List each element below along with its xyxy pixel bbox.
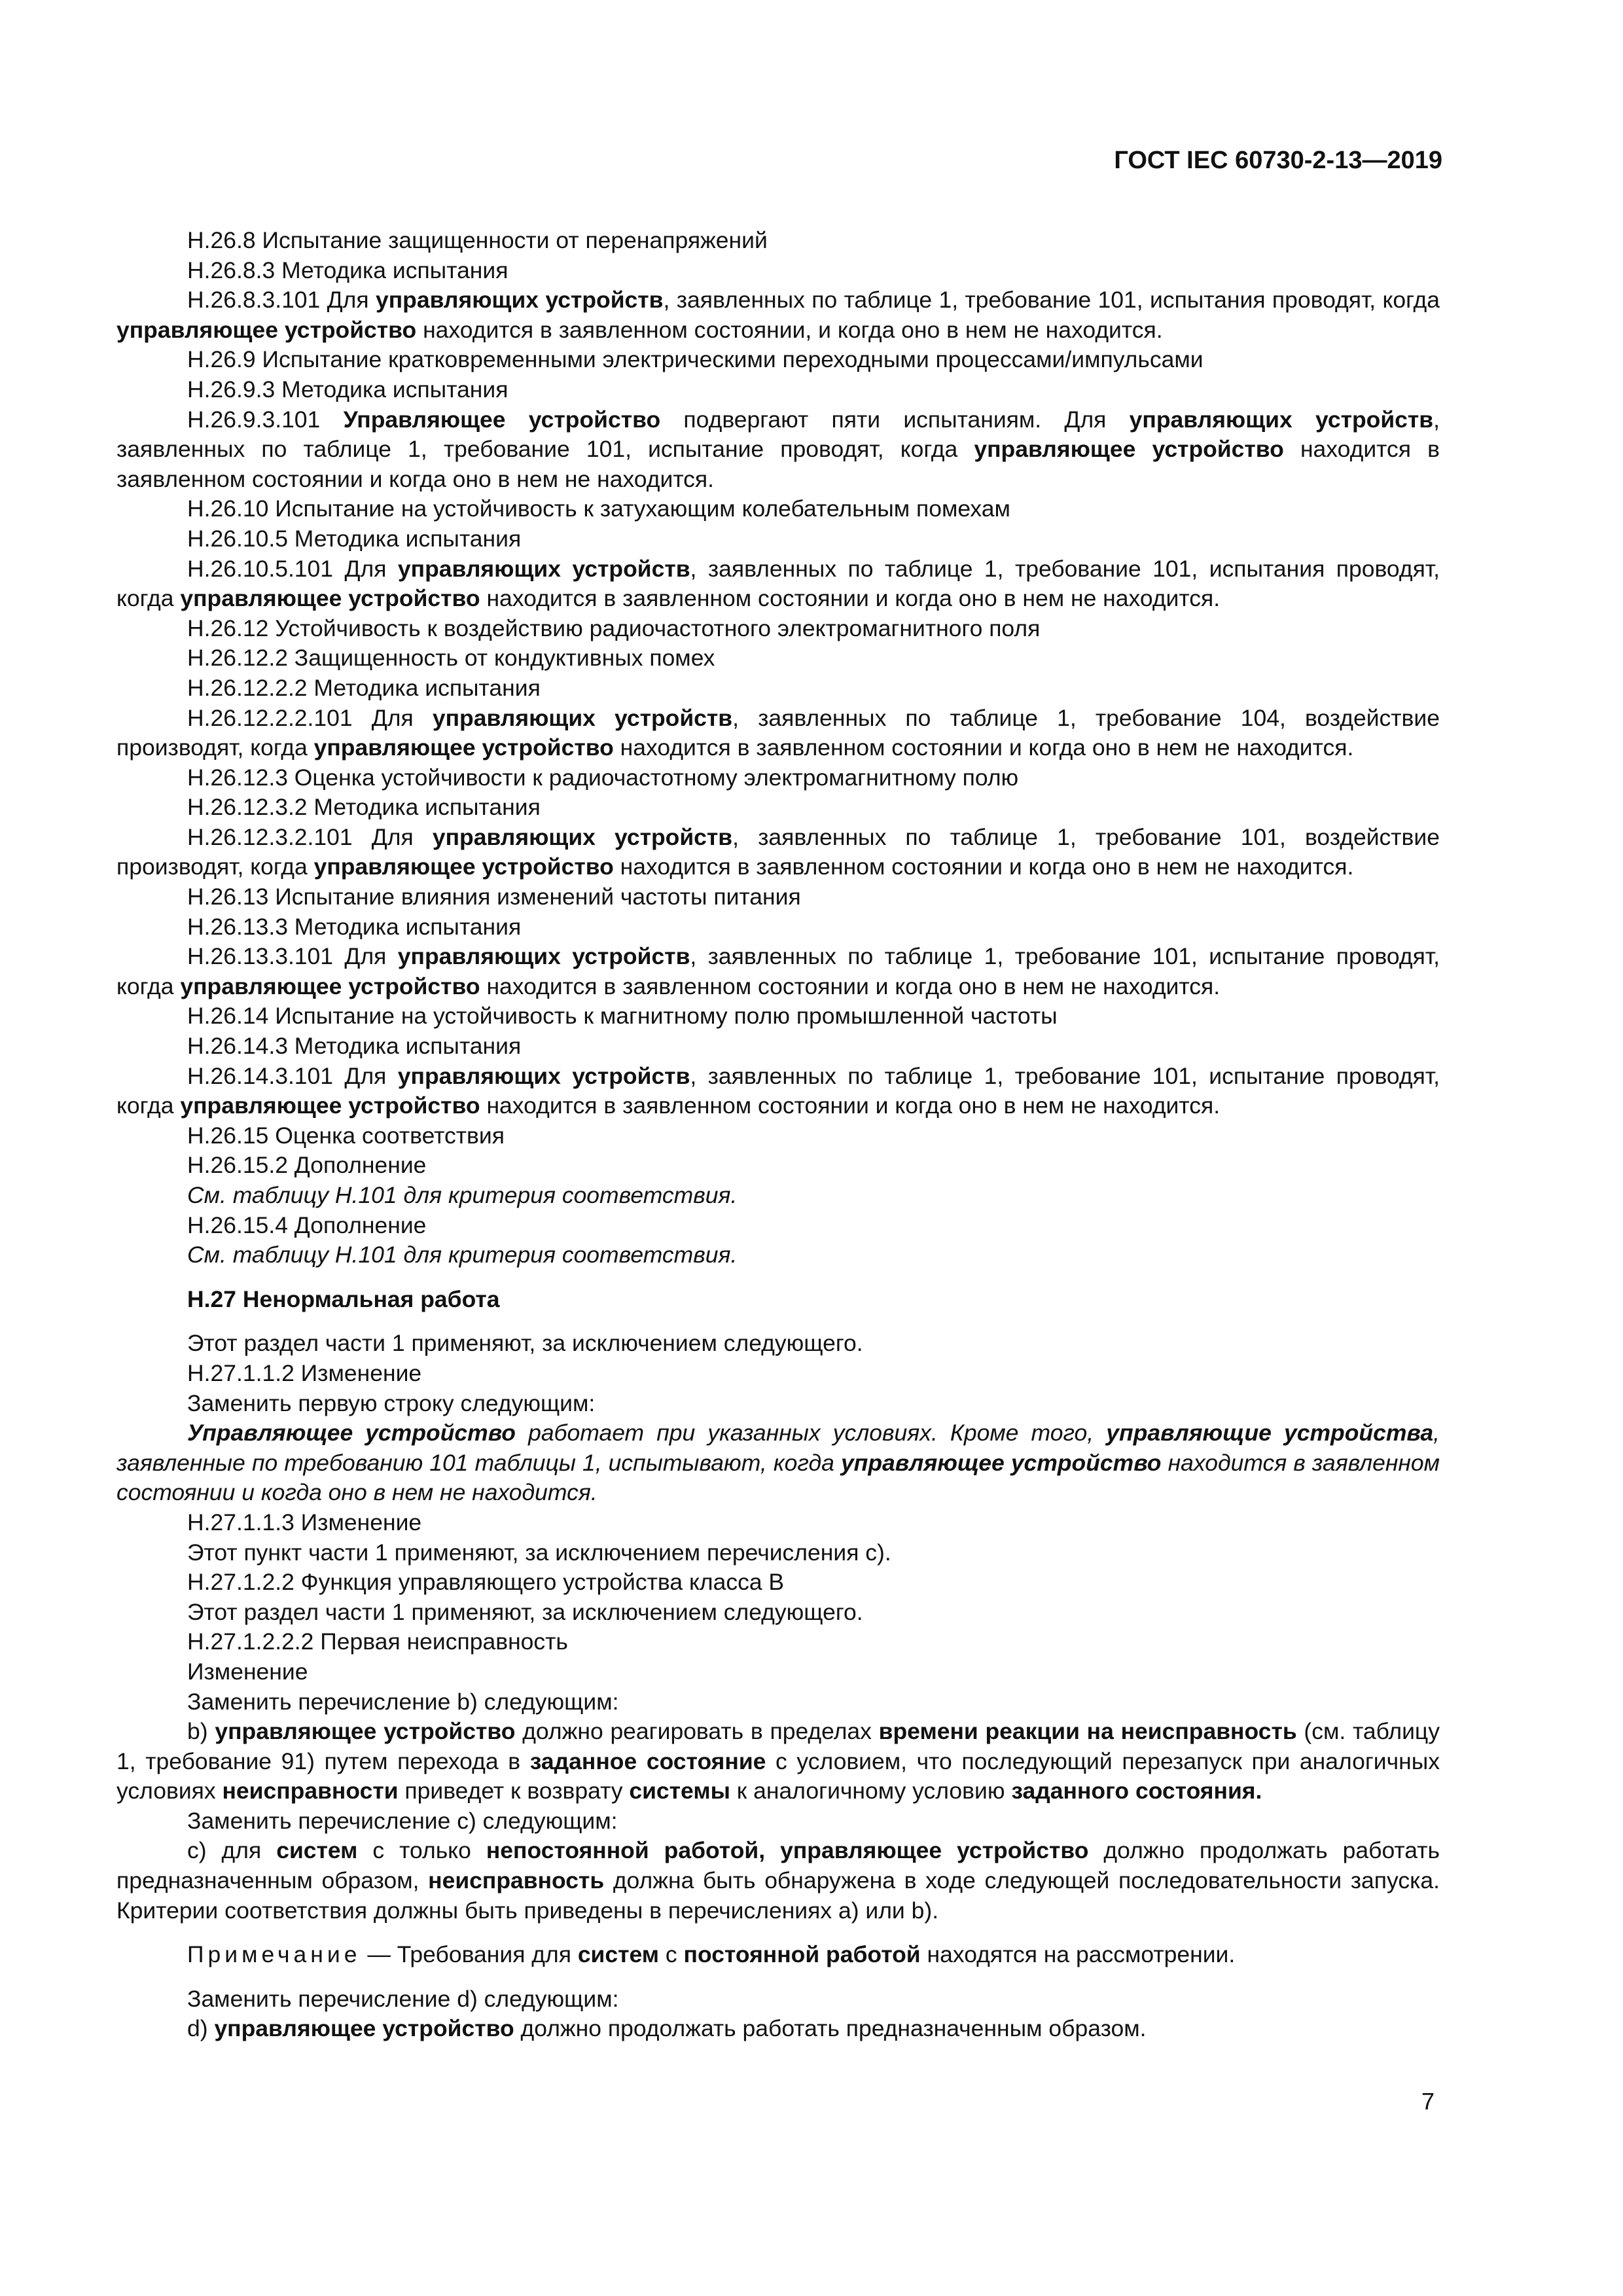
document-body: [116, 226, 1440, 2044]
paragraph: H.26.13.3.101 Для управляющих устройств, заявленных по таблице 1, требование 101, испытание проводят, когда управляющее устройство находится в заявленном состоянии и когда оно в нем не находится.: [116, 943, 1440, 999]
paragraph: См. таблицу H.101 для критерия соответствия.: [187, 1242, 738, 1268]
paragraph: Этот пункт части 1 применяют, за исключением перечисления с).: [187, 1539, 891, 1566]
paragraph: d) управляющее устройство должно продолжать работать предназначенным образом.: [187, 2015, 1147, 2042]
page-number: 7: [1421, 2088, 1435, 2115]
paragraph: H.26.12.3.2 Методика испытания: [187, 794, 541, 821]
paragraph: H.26.14.3.101 Для управляющих устройств, заявленных по таблице 1, требование 101, испытание проводят, когда управляющее устройство находится в заявленном состоянии и когда оно в нем не находится.: [116, 1062, 1440, 1119]
paragraph: H.26.15 Оценка соответствия: [187, 1122, 505, 1149]
paragraph: Заменить перечисление d) следующим:: [187, 1985, 619, 2012]
paragraph: b) управляющее устройство должно реагировать в пределах времени реакции на неисправность (см. таблицу 1, требование 91) путем перехода в заданное состояние с условием, что последующий перезапуск при аналогичных условиях неисправности приведет к возврату системы к аналогичному условию заданного состояния.: [116, 1718, 1440, 1804]
paragraph: Заменить перечисление b) следующим:: [187, 1688, 619, 1715]
paragraph: H.26.13.3 Методика испытания: [187, 913, 522, 940]
paragraph: H.26.14.3 Методика испытания: [187, 1033, 522, 1060]
paragraph: H.26.9.3.101 Управляющее устройство подвергают пяти испытаниям. Для управляющих устройств, заявленных по таблице 1, требование 101, испытание проводят, когда управляющее устройство находится в заявленном состоянии и когда оно в нем не находится.: [116, 406, 1440, 492]
paragraph: Заменить перечисление с) следующим:: [187, 1807, 618, 1834]
paragraph: H.27.1.1.2 Изменение: [187, 1359, 422, 1386]
paragraph: H.27 Ненормальная работа: [187, 1285, 500, 1312]
paragraph: H.26.12 Устойчивость к воздействию радиочастотного электромагнитного поля: [187, 615, 1041, 641]
paragraph: H.27.1.2.2 Функция управляющего устройства класса В: [187, 1569, 785, 1596]
paragraph: Заменить первую строку следующим:: [187, 1390, 596, 1416]
paragraph: H.26.8 Испытание защищенности от перенапряжений: [187, 227, 768, 253]
paragraph: H.26.9 Испытание кратковременными электрическими переходными процессами/импульсами: [187, 346, 1204, 373]
paragraph: H.26.10 Испытание на устойчивость к затухающим колебательным помехам: [187, 495, 1010, 522]
paragraph: Этот раздел части 1 применяют, за исключением следующего.: [187, 1598, 863, 1625]
paragraph: H.26.10.5 Методика испытания: [187, 525, 522, 552]
paragraph: H.27.1.1.3 Изменение: [187, 1509, 422, 1535]
paragraph: с) для систем с только непостоянной работой, управляющее устройство должно продолжать работать предназначенным образом, неисправность должна быть обнаружена в ходе следующей последовательности запуска. Критерии соответствия должны быть приведены в перечислениях а) или b).: [116, 1837, 1440, 1924]
paragraph: См. таблицу H.101 для критерия соответствия.: [187, 1182, 738, 1208]
paragraph: H.26.9.3 Методика испытания: [187, 376, 508, 403]
paragraph: H.26.12.2 Защищенность от кондуктивных помех: [187, 645, 715, 672]
paragraph: H.27.1.2.2.2 Первая неисправность: [187, 1628, 568, 1655]
paragraph: H.26.15.4 Дополнение: [187, 1211, 427, 1238]
paragraph: H.26.15.2 Дополнение: [187, 1152, 427, 1179]
paragraph: H.26.8.3 Методика испытания: [187, 257, 508, 283]
paragraph: H.26.10.5.101 Для управляющих устройств, заявленных по таблице 1, требование 101, испытания проводят, когда управляющее устройство находится в заявленном состоянии и когда оно в нем не находится.: [116, 555, 1440, 612]
paragraph: Примечание — Требования для систем с постоянной работой находятся на рассмотрении.: [187, 1941, 1236, 1968]
paragraph: H.26.12.3 Оценка устойчивости к радиочастотному электромагнитному полю: [187, 764, 1019, 791]
paragraph: H.26.12.3.2.101 Для управляющих устройств, заявленных по таблице 1, требование 101, воздействие производят, когда управляющее устройство находится в заявленном состоянии и когда оно в нем не находится.: [116, 823, 1440, 880]
paragraph: H.26.13 Испытание влияния изменений частоты питания: [187, 884, 801, 910]
paragraph: Управляющее устройство работает при указанных условиях. Кроме того, управляющие устройства, заявленные по требованию 101 таблицы 1, испытывают, когда управляющее устройство находится в заявленном состоянии и когда оно в нем не находится.: [116, 1420, 1440, 1506]
document-id: ГОСТ IEC 60730-2-13—2019: [1114, 147, 1442, 174]
paragraph: H.26.8.3.101 Для управляющих устройств, заявленных по таблице 1, требование 101, испытания проводят, когда управляющее устройство находится в заявленном состоянии, и когда оно в нем не находится.: [116, 287, 1440, 343]
paragraph: H.26.14 Испытание на устойчивость к магнитному полю промышленной частоты: [187, 1003, 1058, 1030]
paragraph: H.26.12.2.2.101 Для управляющих устройств, заявленных по таблице 1, требование 104, воздействие производят, когда управляющее устройство находится в заявленном состоянии и когда оно в нем не находится.: [116, 704, 1440, 761]
paragraph: H.26.12.2.2 Методика испытания: [187, 674, 541, 701]
paragraph: Изменение: [187, 1658, 308, 1685]
paragraph: Этот раздел части 1 применяют, за исключением следующего.: [187, 1330, 863, 1357]
